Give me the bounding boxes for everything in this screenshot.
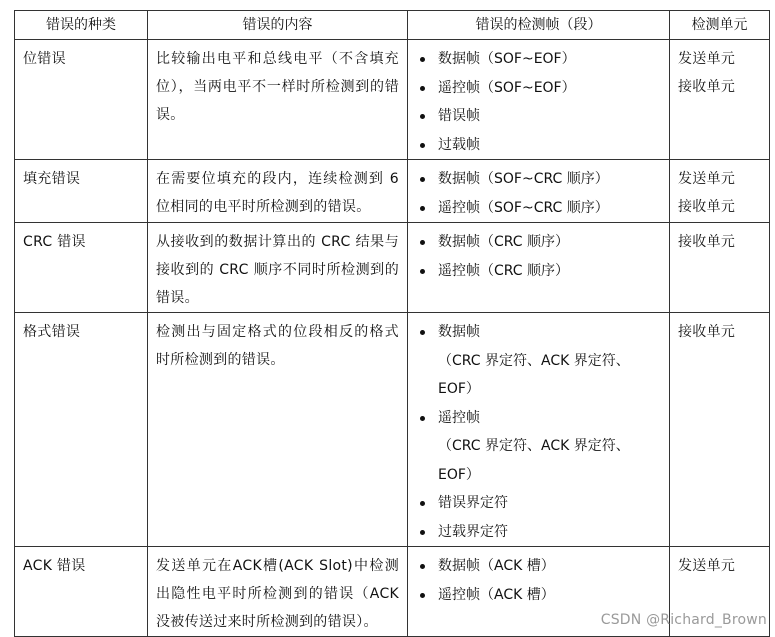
detection-frame-cell <box>408 313 670 547</box>
error-type-cell <box>15 313 148 547</box>
list-item-detail: （CRC 界定符、ACK 界定符、 <box>438 438 630 454</box>
list-item: 遥控帧（SOF~EOF） <box>416 74 669 103</box>
header-error-content: 错误的内容 <box>148 11 408 40</box>
unit-label: 接收单元 <box>678 79 736 95</box>
detection-unit-cell <box>670 313 770 547</box>
error-content-cell <box>148 313 408 547</box>
frame-list <box>408 547 669 609</box>
list-item: 数据帧（SOF~CRC 顺序） <box>416 165 669 194</box>
error-content-cell <box>148 40 408 160</box>
unit-label: 发送单元 <box>678 171 736 187</box>
frame-list <box>408 313 669 546</box>
header-error-type: 错误的种类 <box>15 11 148 40</box>
table-row <box>15 223 770 313</box>
detection-frame-cell <box>408 40 670 160</box>
frame-list <box>408 40 669 159</box>
unit-label: 接收单元 <box>678 324 736 340</box>
watermark: CSDN @Richard_Brown <box>600 612 767 628</box>
error-type-cell <box>15 40 148 160</box>
list-item-detail: （CRC 界定符、ACK 界定符、 <box>438 352 630 369</box>
table-header-row <box>15 11 770 40</box>
error-content-stuff: 在需要位填充的段内，连续检测到 6 位相同的电平时所检测到的错误。 <box>156 171 399 215</box>
frame-list <box>408 223 669 285</box>
error-content-form: 检测出与固定格式的位段相反的格式时所检测到的错误。 <box>156 324 399 368</box>
error-content-crc: 从接收到的数据计算出的 CRC 结果与接收到的 CRC 顺序不同时所检测到的错误。 <box>156 234 399 306</box>
list-item-detail: EOF） <box>438 466 480 483</box>
unit-label: 发送单元 <box>678 558 736 574</box>
error-type-ack: ACK 错误 <box>23 558 86 574</box>
error-type-cell <box>15 160 148 223</box>
unit-label: 发送单元 <box>678 51 736 67</box>
list-item: 数据帧（CRC 顺序） <box>416 228 669 257</box>
error-types-table <box>14 10 770 637</box>
error-content-cell <box>148 223 408 313</box>
error-content-bit: 比较输出电平和总线电平（不含填充位），当两电平不一样时所检测到的错误。 <box>156 51 399 123</box>
header-detection-unit: 检测单元 <box>670 11 770 40</box>
unit-label: 接收单元 <box>678 234 736 250</box>
detection-frame-cell <box>408 160 670 223</box>
detection-unit-cell <box>670 223 770 313</box>
table-row <box>15 313 770 547</box>
error-content-cell <box>148 160 408 223</box>
list-item: 遥控帧（CRC 顺序） <box>416 257 669 286</box>
list-item: 数据帧 <box>416 318 669 347</box>
error-type-stuff: 填充错误 <box>23 171 81 187</box>
list-item: 遥控帧（SOF~CRC 顺序） <box>416 194 669 223</box>
error-content-cell <box>148 547 408 637</box>
list-item: 数据帧（ACK 槽） <box>416 552 669 581</box>
list-item-detail: EOF） <box>438 381 480 397</box>
detection-unit-cell <box>670 40 770 160</box>
list-item: 错误界定符 <box>416 489 669 518</box>
table-row <box>15 40 770 160</box>
list-item: 过载帧 <box>416 131 669 160</box>
error-type-cell <box>15 547 148 637</box>
error-type-form: 格式错误 <box>23 324 81 340</box>
frame-list <box>408 160 669 222</box>
error-type-bit: 位错误 <box>23 51 66 67</box>
error-content-ack: 发送单元在ACK槽(ACK Slot)中检测出隐性电平时所检测到的错误（ACK没被传送过来时所检测到的错误）。 <box>156 558 399 630</box>
detection-unit-cell <box>670 160 770 223</box>
table-row <box>15 160 770 223</box>
error-type-crc: CRC 错误 <box>23 234 86 250</box>
unit-label: 接收单元 <box>678 199 736 215</box>
header-detection-frame: 错误的检测帧（段） <box>408 11 670 40</box>
list-item: 过载界定符 <box>416 518 669 547</box>
list-item: 遥控帧（ACK 槽） <box>416 581 669 610</box>
list-item: 错误帧 <box>416 102 669 131</box>
list-item: 数据帧（SOF~EOF） <box>416 45 669 74</box>
list-item: 遥控帧 <box>416 404 669 433</box>
error-type-cell <box>15 223 148 313</box>
detection-frame-cell <box>408 223 670 313</box>
